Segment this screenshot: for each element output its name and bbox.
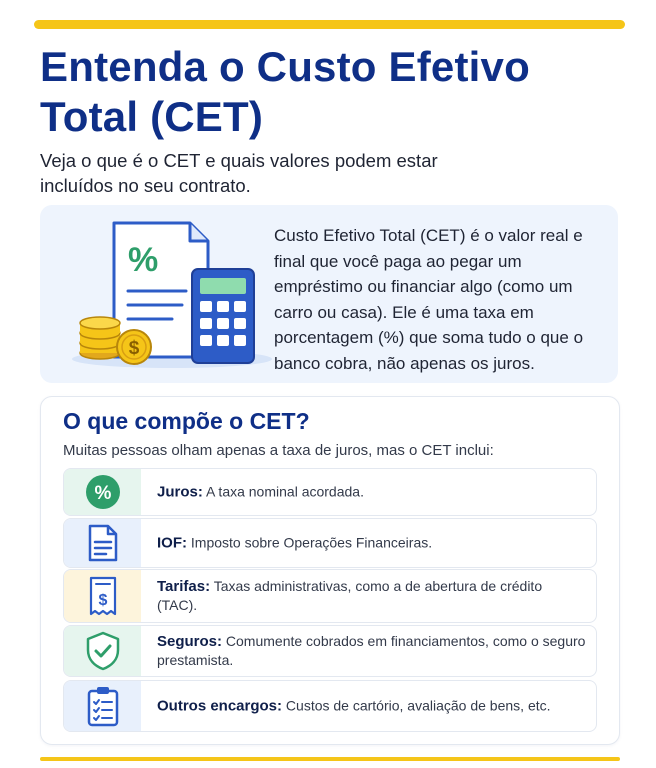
item-term: Seguros: [157, 633, 223, 650]
page-title: Entenda o Custo Efetivo Total (CET) [40, 43, 530, 140]
item-term: Tarifas: [157, 578, 211, 595]
component-item-iof [63, 518, 597, 568]
component-item-outros-encargos [63, 680, 597, 732]
section-description: Muitas pessoas olham apenas a taxa de juros, mas o CET inclui: [63, 442, 494, 459]
item-description: Comumente cobrados em financiamentos, como o seguro prestamista. [157, 633, 586, 668]
receipt-icon [88, 576, 118, 616]
item-icon-box [64, 570, 141, 622]
item-description: Taxas administrativas, como a de abertura de crédito (TAC). [157, 578, 543, 613]
item-text [157, 534, 586, 553]
item-term: IOF: [157, 534, 187, 552]
svg-text:%: % [94, 483, 111, 504]
page-subtitle: Veja o que é o CET e quais valores podem estar incluídos no seu contrato. [40, 150, 438, 196]
component-item-tarifas [63, 569, 597, 623]
percent-icon [85, 474, 121, 510]
coin-dollar-symbol: $ [128, 338, 140, 359]
section-title: O que compõe o CET? [63, 408, 310, 434]
components-card [40, 396, 620, 745]
bottom-accent-bar [40, 757, 620, 761]
shield-check-icon [85, 631, 121, 671]
item-text [157, 483, 586, 502]
item-icon-box [64, 681, 141, 731]
item-icon-box [64, 626, 141, 676]
calculator-icon [192, 269, 254, 363]
item-term: Juros: [157, 483, 203, 501]
cet-definition: Custo Efetivo Total (CET) é o valor real e final que você paga ao pegar um empréstimo ou financiar algo (como um carro ou casa). Ele é uma taxa em porcentagem (%) que soma tudo o que o banco cobra, não apenas os juros. [274, 226, 584, 373]
svg-text:$: $ [98, 592, 107, 609]
component-item-juros [63, 468, 597, 516]
clipboard-icon [86, 685, 120, 727]
item-icon-box [64, 519, 141, 567]
intro-card [40, 205, 618, 383]
item-text [157, 577, 586, 615]
item-text [157, 697, 586, 716]
dollar-coin-icon [117, 330, 151, 364]
coin-stack-icon [80, 317, 120, 359]
item-icon-box [64, 469, 141, 515]
item-description: Imposto sobre Operações Financeiras. [190, 534, 433, 551]
component-item-seguros [63, 625, 597, 677]
document-icon [86, 524, 120, 562]
top-accent-bar [34, 20, 625, 29]
item-description: Custos de cartório, avaliação de bens, etc. [285, 697, 551, 714]
cet-illustration [62, 213, 282, 373]
item-description: A taxa nominal acordada. [205, 483, 364, 500]
document-percent-symbol: % [128, 241, 159, 279]
item-text [157, 632, 586, 670]
item-term: Outros encargos: [157, 697, 283, 715]
